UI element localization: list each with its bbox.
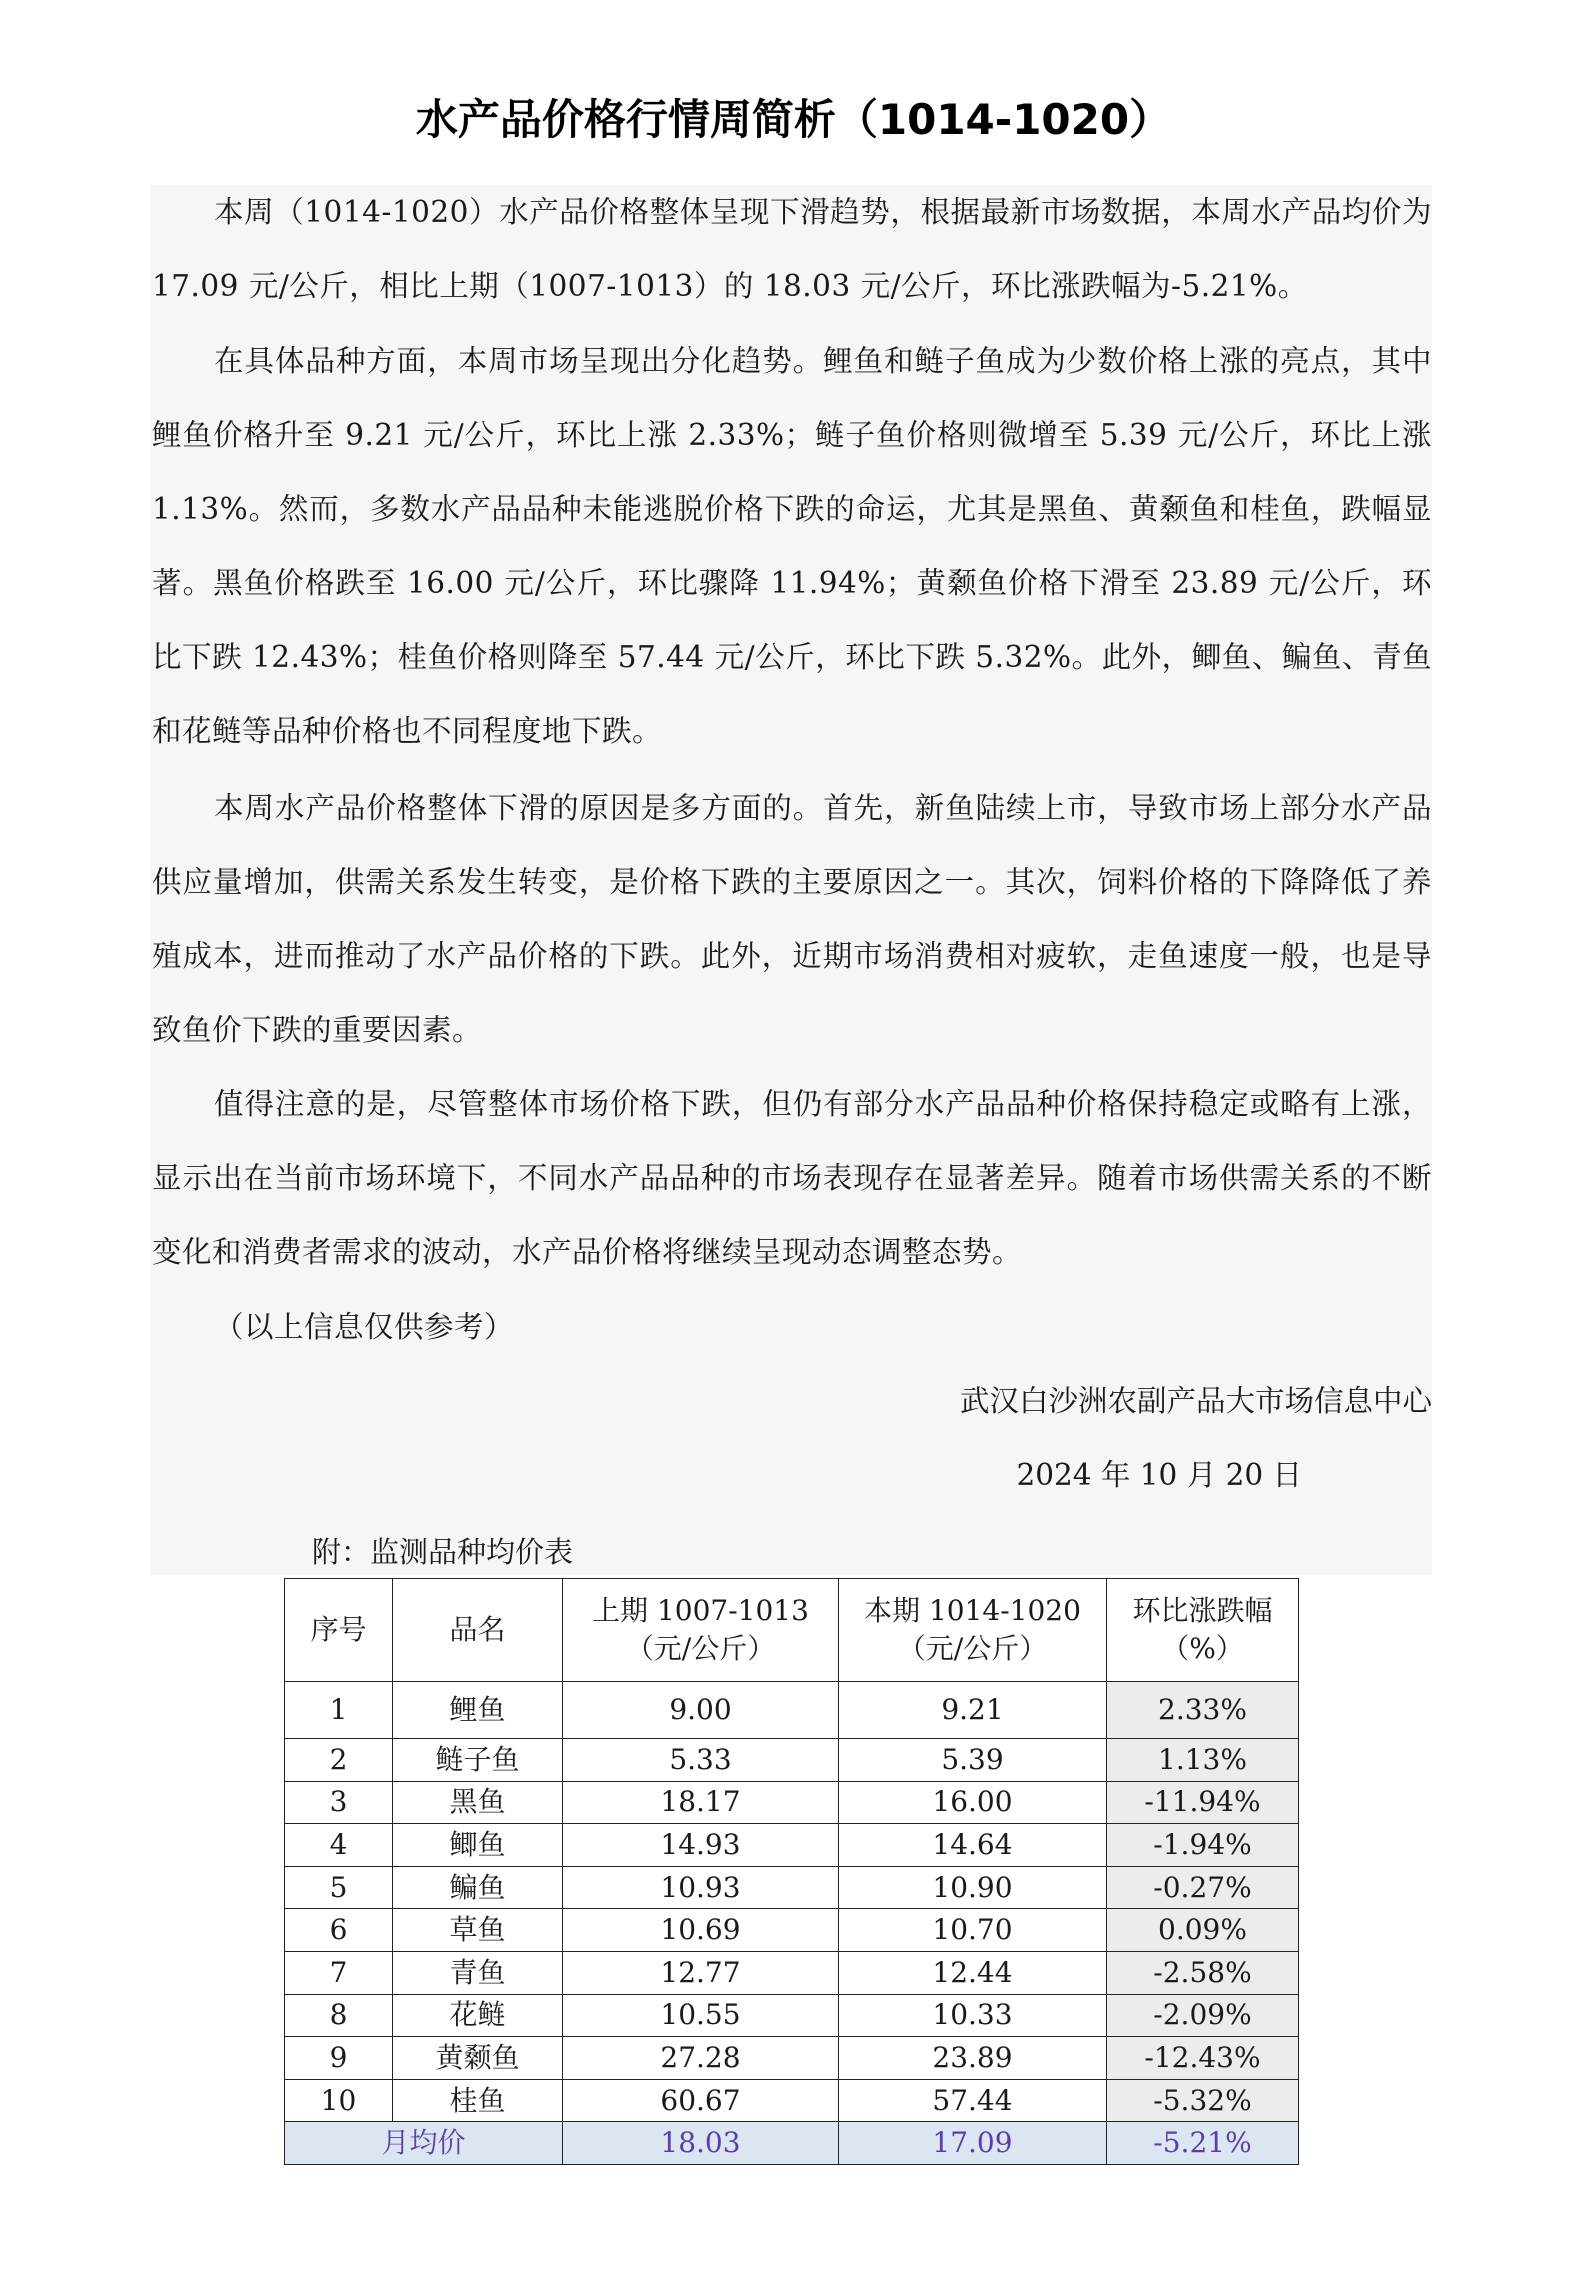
cell-prev: 27.28 (563, 2037, 839, 2080)
cell-name: 鲫鱼 (393, 1824, 563, 1867)
cell-name: 桂鱼 (393, 2079, 563, 2122)
header-curr (839, 1579, 1107, 1682)
cell-name: 草鱼 (393, 1909, 563, 1952)
cell-index: 9 (285, 2037, 393, 2080)
table-row (285, 1824, 1299, 1867)
cell-curr: 10.33 (839, 1994, 1107, 2037)
cell-prev: 9.00 (563, 1682, 839, 1739)
paragraph-reasons: 本周水产品价格整体下滑的原因是多方面的。首先，新鱼陆续上市，导致市场上部分水产品供应量增加，供需关系发生转变，是价格下跌的主要原因之一。其次，饲料价格的下降降低了养殖成本，进而推动了水产品价格的下跌。此外，近期市场消费相对疲软，走鱼速度一般，也是导致鱼价下跌的重要因素。 (152, 791, 1432, 1047)
cell-curr: 14.64 (839, 1824, 1107, 1867)
table-row (285, 1781, 1299, 1824)
cell-index: 4 (285, 1824, 393, 1867)
cell-index: 8 (285, 1994, 393, 2037)
header-curr-line2: （元/公斤） (897, 1632, 1048, 1665)
table-row (285, 1951, 1299, 1994)
cell-index: 1 (285, 1682, 393, 1739)
average-chg: -5.21% (1107, 2122, 1299, 2165)
header-curr-line1: 本期 1014-1020 (864, 1594, 1081, 1627)
header-chg (1107, 1579, 1299, 1682)
table-caption: 附：监测品种均价表 (312, 1535, 574, 1569)
cell-curr: 10.70 (839, 1909, 1107, 1952)
table-row (285, 1994, 1299, 2037)
header-name: 品名 (393, 1579, 563, 1682)
cell-chg: -0.27% (1107, 1866, 1299, 1909)
paragraph-varieties: 在具体品种方面，本周市场呈现出分化趋势。鲤鱼和鲢子鱼成为少数价格上涨的亮点，其中鲤鱼价格升至 9.21 元/公斤，环比上涨 2.33%；鲢子鱼价格则微增至 5.39 元/公斤，环比上涨 1.13%。然而，多数水产品品种未能逃脱价格下跌的命运，尤其是黑鱼、黄颡鱼和桂鱼，跌幅显著。黑鱼价格跌至 16.00 元/公斤，环比骤降 11.94%；黄颡鱼价格下滑至 23.89 元/公斤，环比下跌 12.43%；桂鱼价格则降至 57.44 元/公斤，环比下跌 5.32%。此外，鲫鱼、鳊鱼、青鱼和花鲢等品种价格也不同程度地下跌。 (152, 344, 1432, 748)
cell-curr: 57.44 (839, 2079, 1107, 2122)
paragraph-outlook: 值得注意的是，尽管整体市场价格下跌，但仍有部分水产品品种价格保持稳定或略有上涨，显示出在当前市场环境下，不同水产品品种的市场表现存在显著差异。随着市场供需关系的不断变化和消费者需求的波动，水产品价格将继续呈现动态调整态势。 (152, 1087, 1432, 1269)
cell-chg: 0.09% (1107, 1909, 1299, 1952)
table-header-row (285, 1579, 1299, 1682)
cell-index: 5 (285, 1866, 393, 1909)
cell-prev: 12.77 (563, 1951, 839, 1994)
table-row (285, 1682, 1299, 1739)
cell-curr: 16.00 (839, 1781, 1107, 1824)
cell-curr: 23.89 (839, 2037, 1107, 2080)
cell-prev: 18.17 (563, 1781, 839, 1824)
average-label: 月均价 (285, 2122, 563, 2165)
cell-prev: 10.93 (563, 1866, 839, 1909)
document-title: 水产品价格行情周简析（1014-1020） (415, 95, 1172, 144)
cell-curr: 5.39 (839, 1739, 1107, 1782)
average-prev: 18.03 (563, 2122, 839, 2165)
cell-curr: 10.90 (839, 1866, 1107, 1909)
cell-prev: 60.67 (563, 2079, 839, 2122)
header-prev-line2: （元/公斤） (625, 1632, 776, 1665)
cell-chg: -2.58% (1107, 1951, 1299, 1994)
cell-chg: -11.94% (1107, 1781, 1299, 1824)
cell-name: 鲤鱼 (393, 1682, 563, 1739)
paragraph-disclaimer: （以上信息仅供参考） (214, 1310, 515, 1344)
cell-curr: 12.44 (839, 1951, 1107, 1994)
cell-index: 2 (285, 1739, 393, 1782)
table-row (285, 2037, 1299, 2080)
table-row (285, 1909, 1299, 1952)
cell-name: 黑鱼 (393, 1781, 563, 1824)
cell-prev: 10.69 (563, 1909, 839, 1952)
cell-index: 3 (285, 1781, 393, 1824)
cell-index: 7 (285, 1951, 393, 1994)
cell-chg: 1.13% (1107, 1739, 1299, 1782)
cell-index: 10 (285, 2079, 393, 2122)
cell-index: 6 (285, 1909, 393, 1952)
paragraph-summary: 本周（1014-1020）水产品价格整体呈现下滑趋势，根据最新市场数据，本周水产品均价为 17.09 元/公斤，相比上期（1007-1013）的 18.03 元/公斤，环比涨跌幅为-5.21%。 (152, 195, 1432, 303)
cell-prev: 5.33 (563, 1739, 839, 1782)
document-date: 2024 年 10 月 20 日 (1016, 1458, 1302, 1492)
header-chg-line2: （%） (1161, 1632, 1244, 1665)
price-table (284, 1578, 1299, 2165)
cell-name: 黄颡鱼 (393, 2037, 563, 2080)
cell-name: 鲢子鱼 (393, 1739, 563, 1782)
cell-name: 青鱼 (393, 1951, 563, 1994)
header-chg-line1: 环比涨跌幅 (1132, 1594, 1273, 1627)
header-prev (563, 1579, 839, 1682)
cell-chg: 2.33% (1107, 1682, 1299, 1739)
header-prev-line1: 上期 1007-1013 (592, 1594, 809, 1627)
table-row (285, 2079, 1299, 2122)
header-index: 序号 (285, 1579, 393, 1682)
table-row (285, 1866, 1299, 1909)
table-row (285, 1739, 1299, 1782)
cell-name: 鳊鱼 (393, 1866, 563, 1909)
organization-signature: 武汉白沙洲农副产品大市场信息中心 (959, 1384, 1432, 1418)
cell-chg: -12.43% (1107, 2037, 1299, 2080)
cell-chg: -5.32% (1107, 2079, 1299, 2122)
cell-prev: 14.93 (563, 1824, 839, 1867)
cell-prev: 10.55 (563, 1994, 839, 2037)
cell-curr: 9.21 (839, 1682, 1107, 1739)
cell-name: 花鲢 (393, 1994, 563, 2037)
cell-chg: -2.09% (1107, 1994, 1299, 2037)
cell-chg: -1.94% (1107, 1824, 1299, 1867)
table-average-row (285, 2122, 1299, 2165)
average-curr: 17.09 (839, 2122, 1107, 2165)
